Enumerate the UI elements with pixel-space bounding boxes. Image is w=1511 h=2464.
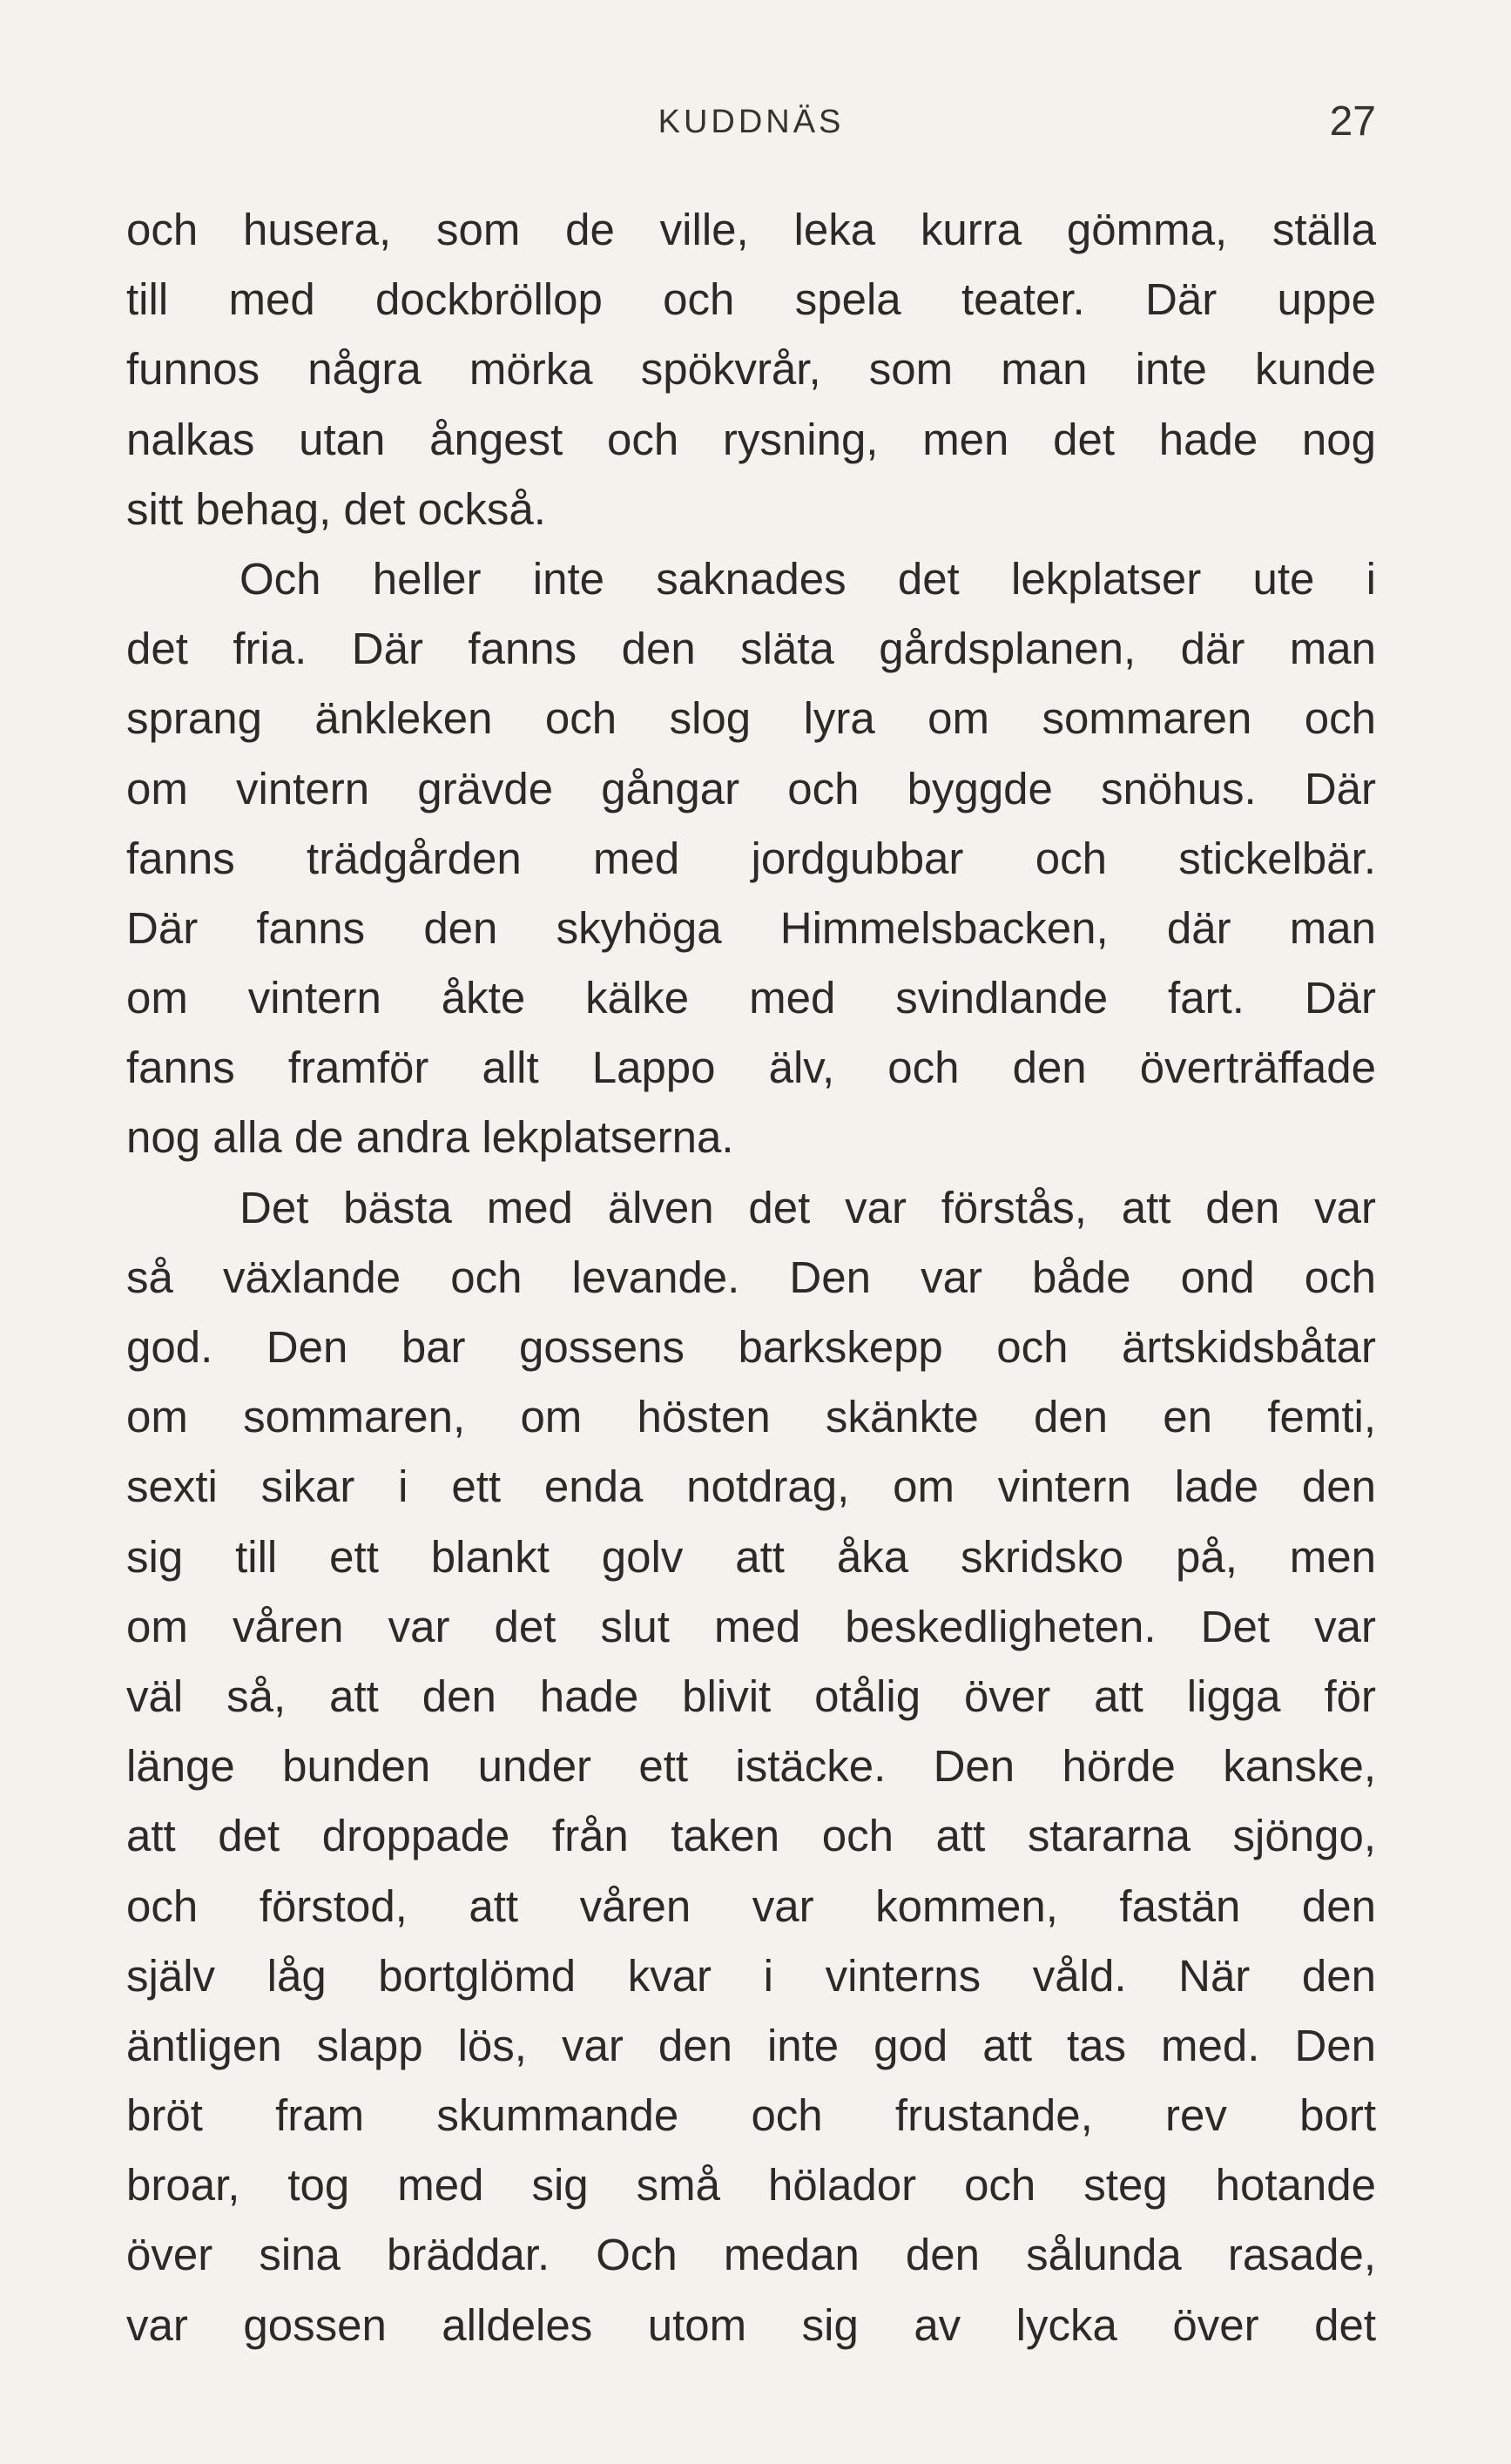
text-line: nog alla de andra lekplatserna. (126, 1112, 734, 1163)
running-title: KUDDNÄS (658, 104, 845, 140)
text-line: om vintern åkte kälke med svindlande fart. Där (126, 973, 1376, 1023)
text-line: väl så, att den hade blivit otålig över att ligga för (126, 1671, 1376, 1721)
text-line: om vintern grävde gångar och byggde snöhus. Där (126, 763, 1376, 813)
text-line: broar, tog med sig små hölador och steg hotande (126, 2160, 1376, 2211)
text-line: sig till ett blankt golv att åka skridsko på, men (126, 1531, 1376, 1582)
text-line: sexti sikar i ett enda notdrag, om vintern lade den (126, 1462, 1376, 1512)
text-line: nalkas utan ångest och rysning, men det hade nog (126, 414, 1376, 464)
text-line: att det droppade från taken och att stararna sjöngo, (126, 1811, 1376, 1861)
text-line: och husera, som de ville, leka kurra gömma, ställa (126, 205, 1376, 254)
text-line: var gossen alldeles utom sig av lycka över det (126, 2299, 1376, 2350)
text-line: själv låg bortglömd kvar i vinterns våld. När den (126, 1950, 1376, 2001)
text-line: till med dockbröllop och spela teater. Där uppe (126, 274, 1376, 325)
text-line: Det bästa med älven det var förstås, att den var (239, 1182, 1376, 1232)
text-line: så växlande och levande. Den var både ond och (126, 1252, 1376, 1302)
text-line: och förstod, att våren var kommen, fastän den (126, 1880, 1376, 1931)
text-line: fanns trädgården med jordgubbar och stickelbär. (126, 833, 1376, 883)
text-line: Och heller inte saknades det lekplatser ute i (239, 553, 1376, 604)
text-line: funnos några mörka spökvrår, som man inte kunde (126, 344, 1376, 395)
text-line: Där fanns den skyhöga Himmelsbacken, där man (126, 902, 1376, 953)
text-line: god. Den bar gossens barkskepp och ärtskidsbåtar (126, 1322, 1376, 1372)
text-line: fanns framför allt Lappo älv, och den överträffade (126, 1043, 1376, 1093)
text-line: om sommaren, om hösten skänkte den en femti, (126, 1392, 1376, 1442)
text-line: sitt behag, det också. (126, 483, 546, 534)
text-line: äntligen slapp lös, var den inte god att tas med. Den (126, 2020, 1376, 2070)
text-line: om våren var det slut med beskedligheten. Det var (126, 1601, 1376, 1651)
text-line: sprang änkleken och slog lyra om sommaren och (126, 693, 1376, 744)
page-header (126, 94, 1376, 150)
text-line: länge bunden under ett istäcke. Den hörde kanske, (126, 1741, 1376, 1792)
text-line: det fria. Där fanns den släta gårdsplanen, där man (126, 624, 1376, 674)
text-line: över sina bräddar. Och medan den sålunda rasade, (126, 2230, 1376, 2280)
text-line: bröt fram skummande och frustande, rev bort (126, 2090, 1376, 2141)
page-number: 27 (1329, 98, 1376, 145)
body-text (126, 195, 1376, 2360)
